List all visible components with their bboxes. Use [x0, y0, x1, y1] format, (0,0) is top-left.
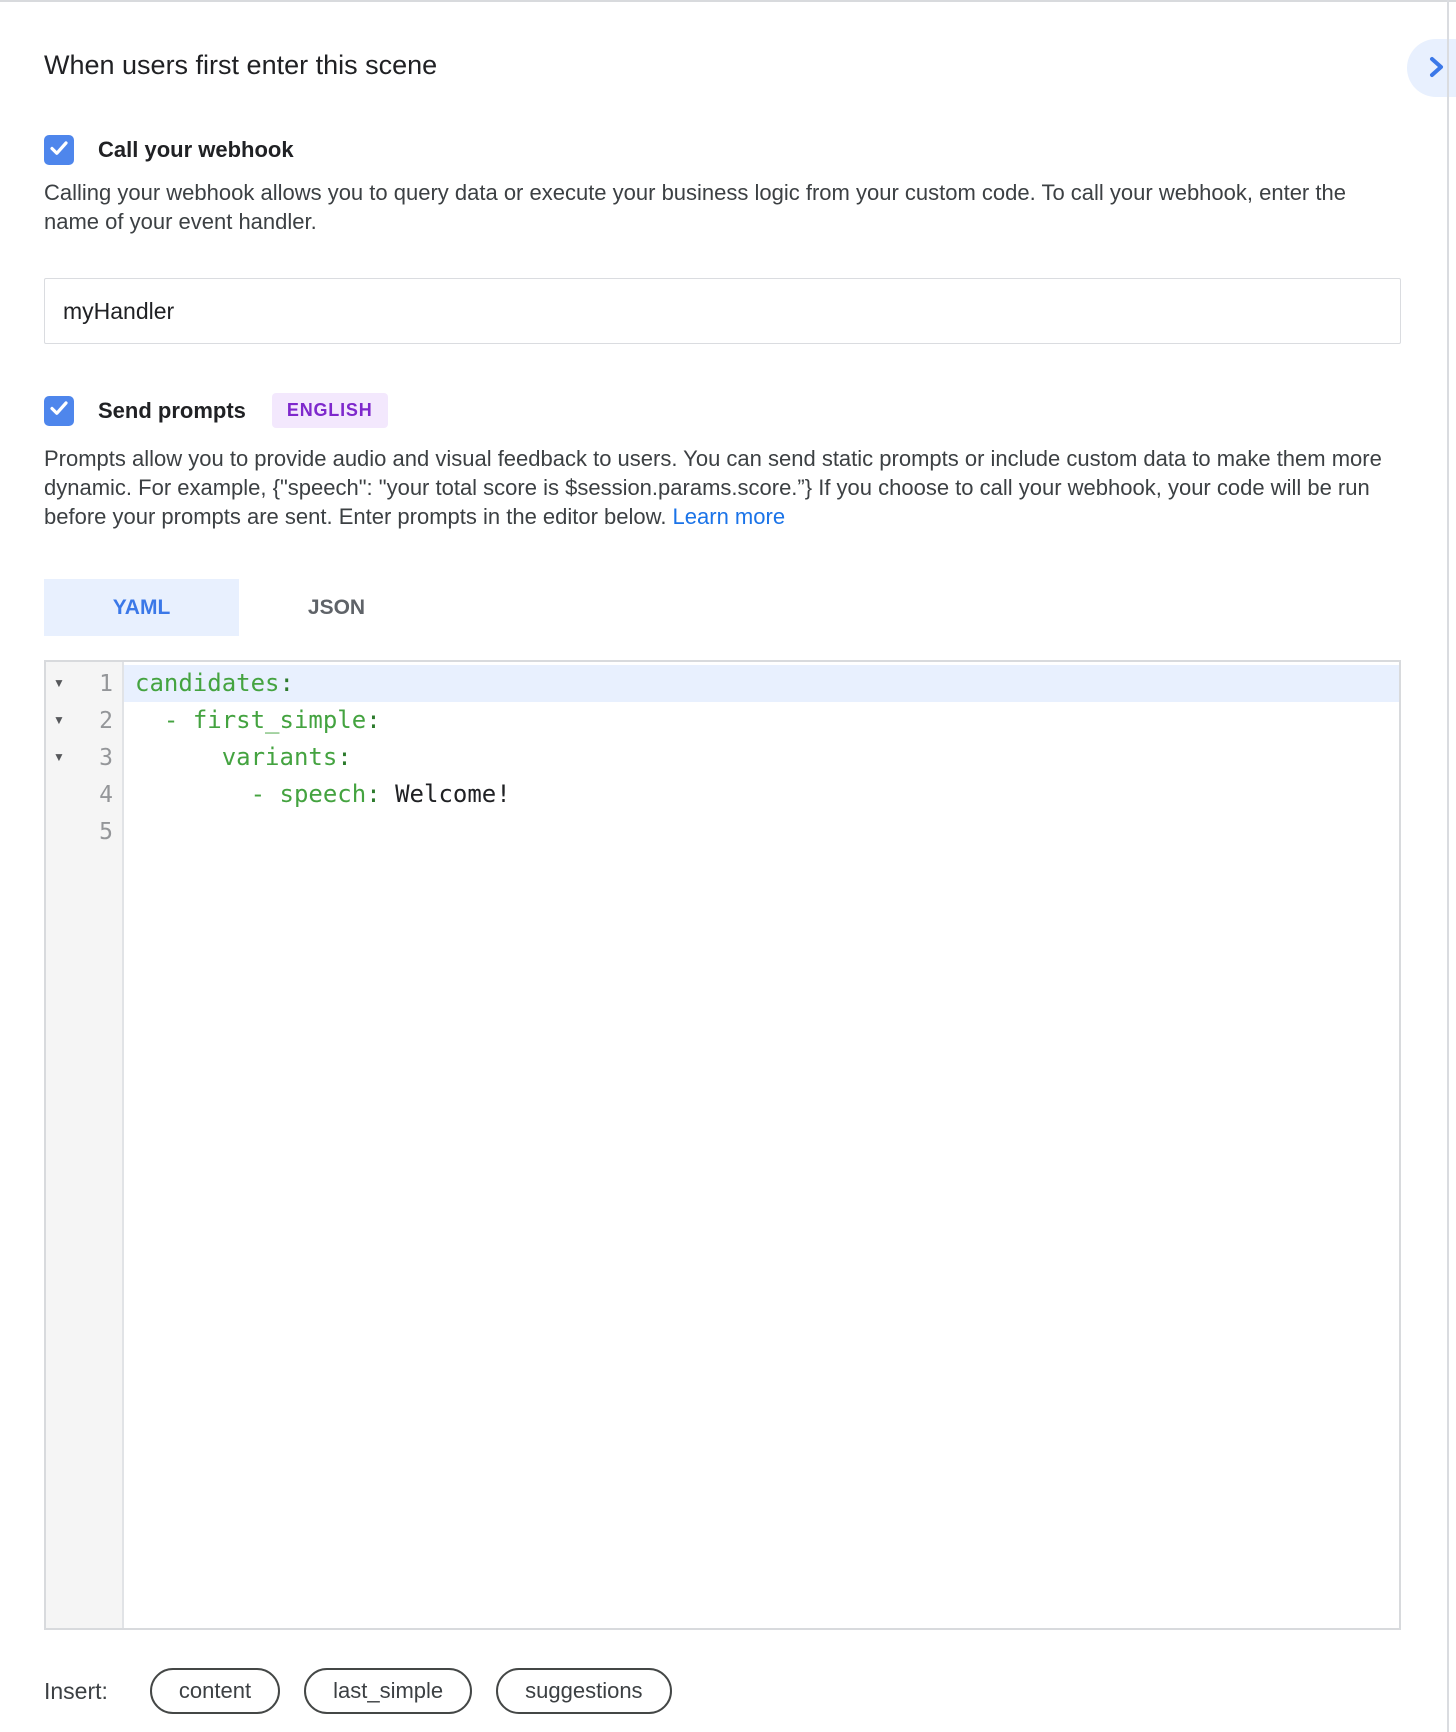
code-line-3[interactable]	[124, 739, 1399, 776]
fold-arrow-icon[interactable]: ▼	[53, 713, 65, 727]
send-prompts-label: Send prompts	[98, 397, 246, 423]
call-webhook-row	[44, 135, 1401, 165]
insert-chip-content[interactable]: content	[150, 1668, 280, 1714]
webhook-description: Calling your webhook allows you to query data or execute your business logic from your custom code. To call your webhook, enter the name of your event handler.	[44, 180, 1346, 234]
yaml-colon: :	[279, 669, 294, 697]
learn-more-link[interactable]: Learn more	[672, 504, 786, 529]
panel-content	[0, 48, 1456, 1714]
yaml-key: variants	[221, 743, 338, 771]
editor-gutter	[46, 662, 124, 1628]
line-number: 4	[99, 781, 113, 808]
fold-arrow-icon[interactable]: ▼	[53, 676, 65, 690]
line-number: 5	[99, 818, 113, 845]
yaml-colon: :	[337, 743, 352, 771]
code-line-2[interactable]	[124, 702, 1399, 739]
code-line-5[interactable]	[124, 813, 1399, 850]
yaml-dash: -	[250, 780, 280, 808]
fold-arrow-icon[interactable]: ▼	[53, 750, 65, 764]
code-area[interactable]	[124, 662, 1399, 1628]
insert-chip-suggestions[interactable]: suggestions	[496, 1668, 671, 1714]
editor-format-tabs	[44, 579, 1401, 636]
insert-label: Insert:	[44, 1677, 108, 1704]
yaml-key: candidates	[135, 669, 280, 697]
gutter-row	[46, 776, 122, 813]
yaml-indent	[135, 706, 164, 734]
check-icon	[47, 396, 71, 425]
language-badge: ENGLISH	[272, 393, 388, 428]
insert-row	[44, 1668, 1401, 1714]
tab-json[interactable]: JSON	[239, 579, 434, 636]
tab-yaml[interactable]: YAML	[44, 579, 239, 636]
yaml-dash: -	[163, 706, 193, 734]
prompts-description	[44, 444, 1401, 531]
gutter-row	[46, 702, 122, 739]
gutter-row	[46, 813, 122, 850]
gutter-row	[46, 739, 122, 776]
yaml-key: speech	[279, 780, 367, 808]
gutter-row	[46, 665, 122, 702]
yaml-indent	[135, 780, 251, 808]
code-line-1[interactable]	[124, 665, 1399, 702]
line-number: 3	[99, 744, 113, 771]
code-editor	[44, 660, 1401, 1630]
call-webhook-label: Call your webhook	[98, 137, 294, 162]
line-number: 1	[99, 670, 113, 697]
yaml-colon: :	[366, 706, 381, 734]
yaml-indent	[135, 743, 222, 771]
yaml-value: Welcome!	[380, 780, 511, 808]
panel-top-border	[0, 0, 1456, 2]
page-title: When users first enter this scene	[44, 50, 438, 80]
panel-right-border	[1447, 0, 1449, 1732]
send-prompts-row	[44, 393, 1401, 428]
call-webhook-checkbox[interactable]	[44, 135, 74, 165]
line-number: 2	[99, 707, 113, 734]
prompts-description-text: Prompts allow you to provide audio and visual feedback to users. You can send static prompts or include custom data to make them more dynamic. For example, {"speech": "your total score is $session.params.score.”} If you choose to call your webhook, your code will be run before your prompts are sent. Enter prompts in the editor below.	[44, 446, 1382, 529]
send-prompts-checkbox[interactable]	[44, 396, 74, 426]
insert-chip-last-simple[interactable]: last_simple	[304, 1668, 472, 1714]
check-icon	[47, 136, 71, 165]
chevron-right-icon	[1424, 55, 1448, 82]
event-handler-input[interactable]	[44, 278, 1401, 344]
yaml-key: first_simple	[192, 706, 367, 734]
yaml-colon: :	[366, 780, 381, 808]
code-line-4[interactable]	[124, 776, 1399, 813]
